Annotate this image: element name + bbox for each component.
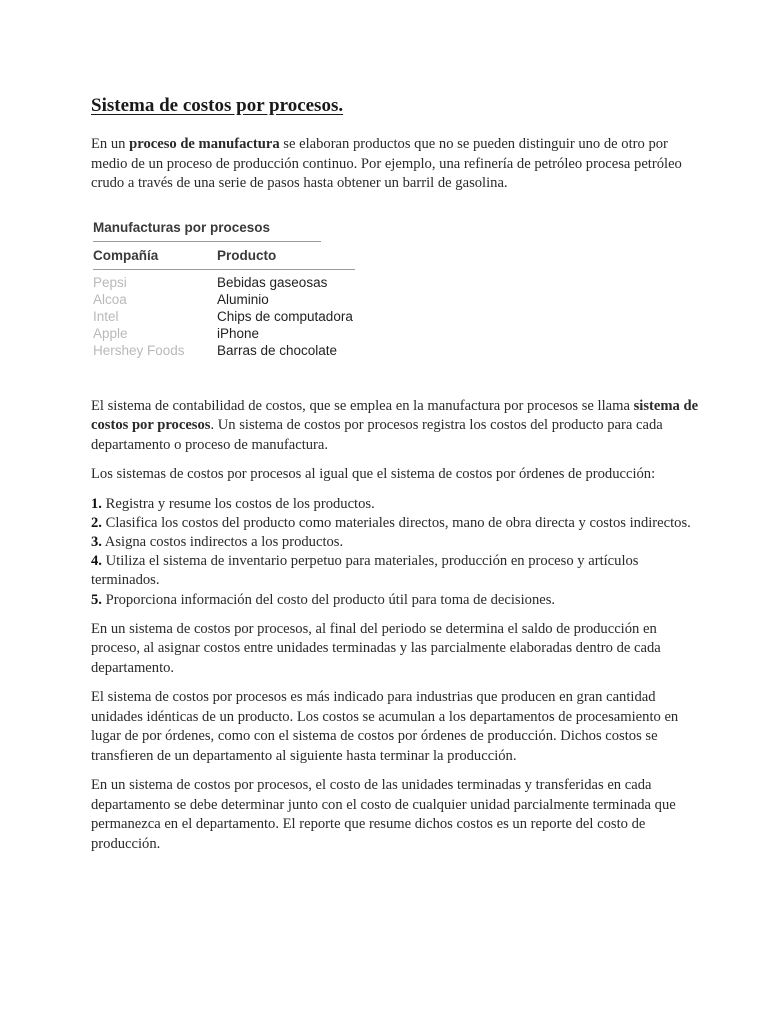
table-cell-company: Pepsi: [93, 274, 127, 290]
intro-paragraph: [91, 135, 706, 194]
table-cell-company: Intel: [93, 308, 119, 324]
page-title: Sistema de costos por procesos.: [91, 95, 344, 116]
table-cell-product: Aluminio: [217, 291, 269, 307]
table-cell-company: Apple: [93, 325, 128, 341]
table-cell-product: Bebidas gaseosas: [217, 274, 328, 290]
list-item: [91, 591, 706, 610]
intro-text-after: se elaboran productos que no se pueden distinguir uno de otro por medio de un proceso de producción continuo. Por ejemplo, una refinería de petróleo procesa petróleo crudo a través de una serie de pasos hasta obtener un barril de gasolina.: [91, 136, 682, 191]
intro-bold-term: proceso de manufactura: [129, 136, 280, 152]
list-item: [91, 552, 706, 590]
list-item: [91, 533, 706, 552]
table-row: [93, 325, 355, 342]
table-header-product: Producto: [217, 247, 277, 263]
table-cell-company: Alcoa: [93, 291, 127, 307]
table-header-row: [93, 242, 355, 270]
industries-paragraph: El sistema de costos por procesos es más indicado para industrias que producen en gran cantidad unidades idénticas de un producto. Los costos se acumulan a los departamentos de procesamiento en lugar de por órdenes, como con el sistema de costos por órdenes de producción. Dichos costos se transfieren de un departamento al siguiente hasta terminar la producción.: [91, 689, 679, 764]
list-item-text: Clasifica los costos del producto como materiales directos, mano de obra directa y costos indirectos.: [101, 514, 691, 531]
table-row: [93, 342, 355, 359]
table-row: [93, 274, 355, 291]
para2-bold-term: sistema de costos por procesos: [91, 397, 699, 433]
list-item-text: Utiliza el sistema de inventario perpetuo para materiales, producción en proceso y artículos terminados.: [91, 553, 639, 589]
list-item-text: Asigna costos indirectos a los productos.: [101, 533, 344, 550]
list-item-number: 4.: [91, 553, 102, 570]
list-item-text: Registra y resume los costos de los productos.: [101, 495, 375, 512]
list-item-number: 2.: [91, 514, 102, 531]
table-cell-product: Chips de computadora: [217, 308, 353, 324]
document-page: [91, 94, 706, 854]
numbered-list: [91, 495, 706, 610]
production-report-paragraph: En un sistema de costos por procesos, el costo de las unidades terminadas y transferidas en cada departamento se debe determinar junto con el costo de cualquier unidad parcialmente terminada que permanezca en el departamento. El reporte que resume dichos costos es un reporte del costo de producción.: [91, 777, 676, 852]
table-header-company: Compañía: [93, 247, 159, 263]
table-cell-company: Hershey Foods: [93, 342, 185, 358]
period-balance-paragraph: En un sistema de costos por procesos, al final del periodo se determina el saldo de producción en proceso, al asignar costos entre unidades terminadas y las parcialmente elaboradas dentro de cada departamento.: [91, 620, 661, 676]
cost-system-paragraph: [91, 397, 706, 456]
table-body: [93, 270, 355, 359]
list-item-number: 3.: [91, 533, 102, 550]
comparison-paragraph: Los sistemas de costos por procesos al igual que el sistema de costos por órdenes de producción:: [91, 466, 656, 482]
list-item-number: 5.: [91, 591, 102, 608]
manufacturing-table-figure: [93, 220, 355, 359]
list-item-text: Proporciona información del costo del producto útil para toma de decisiones.: [101, 591, 556, 608]
table-row: [93, 291, 355, 308]
para2-text-after: . Un sistema de costos por procesos registra los costos del producto para cada departamento o proceso de manufactura.: [91, 417, 663, 453]
table-row: [93, 308, 355, 325]
table-cell-product: Barras de chocolate: [217, 342, 338, 358]
list-item: [91, 514, 706, 533]
list-item-number: 1.: [91, 495, 102, 512]
intro-text-before: En un: [91, 136, 130, 152]
table-cell-product: iPhone: [217, 325, 260, 341]
para2-text-before: El sistema de contabilidad de costos, que se emplea en la manufactura por procesos se llama: [91, 397, 634, 414]
list-item: [91, 495, 706, 514]
table-title: Manufacturas por procesos: [93, 220, 321, 242]
